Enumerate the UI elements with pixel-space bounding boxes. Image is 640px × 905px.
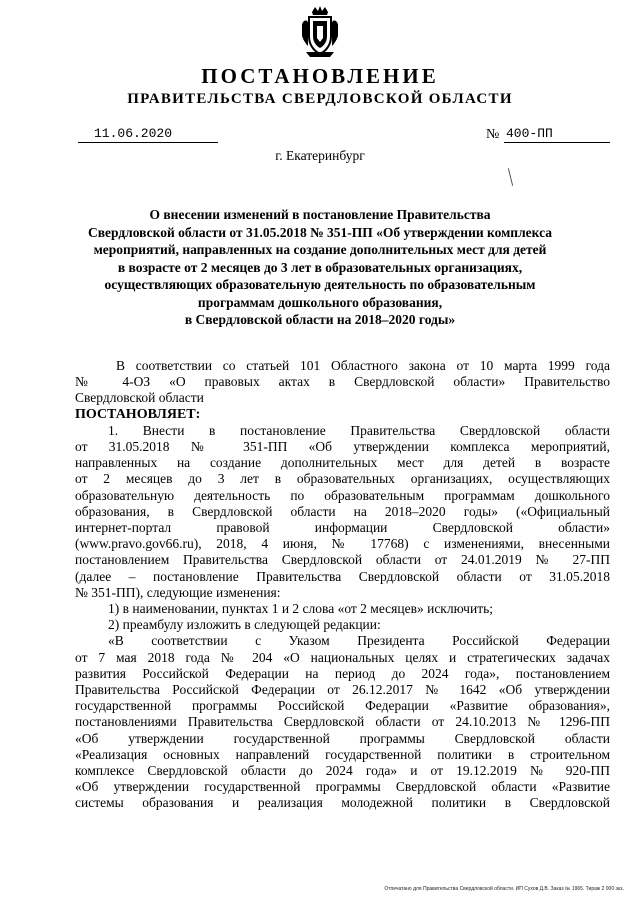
body-line: (далее – постановление Правительства Свердловской области от 31.05.2018 [75,568,610,584]
scan-mark [508,168,513,186]
body-line: 2) преамбулу изложить в следующей редакции: [108,617,381,633]
coat-of-arms-icon [300,6,340,58]
body-line: «Об утверждении государственной программы Свердловской области «Развитие [75,779,610,795]
heading-line: мероприятий, направленных на создание дополнительных мест для детей [93,242,547,257]
body-line: постановлением Правительства Свердловской области от 24.01.2019 № 27-ПП [75,552,610,568]
document-heading [60,206,580,329]
document-number-label: № [486,127,500,142]
document-body [75,358,610,812]
body-line: от 7 мая 2018 года № 204 «О национальных целях и стратегических задачах [75,649,610,665]
body-line: Правительства Российской Федерации от 26.12.2017 № 1642 «Об утверждении [75,682,610,698]
heading-line: О внесении изменений в постановление Правительства [149,207,491,222]
document-date: 11.06.2020 [78,126,218,143]
body-line: 1) в наименовании, пунктах 1 и 2 слова «от 2 месяцев» исключить; [108,601,494,617]
body-line: постановлениями Правительства Свердловской области от 24.10.2013 № 1296-ПП [75,714,610,730]
body-line: образовательную деятельность по образовательным программам дошкольного [75,487,610,503]
body-line: образования, в Свердловской области на 2018–2020 годы» («Официальный [75,503,610,519]
body-line: направленных на создание дополнительных мест для детей в возрасте [75,455,610,471]
heading-line: в возрасте от 2 месяцев до 3 лет в образовательных организациях, [117,259,523,275]
document-number: 400-ПП [504,126,610,143]
body-line: интернет-портал правовой информации Свердловской области» [75,520,610,536]
body-line: Свердловской области [75,390,204,406]
body-line: 1. Внести в постановление Правительства Свердловской области [108,422,610,438]
body-line: «Об утверждении государственной программы Свердловской области [75,730,610,746]
body-line: «Реализация основных направлений государственной политики в строительном [75,746,610,762]
document-city: г. Екатеринбург [275,148,365,163]
document-subtitle: ПРАВИТЕЛЬСТВА СВЕРДЛОВСКОЙ ОБЛАСТИ [127,91,513,107]
heading-line: Свердловской области от 31.05.2018 № 351-ПП «Об утверждении комплекса [87,224,552,240]
body-line: комплексе Свердловской области до 2024 года» и от 19.12.2019 № 920-ПП [75,763,610,779]
body-line: от 2 месяцев до 3 лет в образовательных организациях, осуществляющих [75,471,610,487]
body-line: системы образования и реализация молодежной политики в Свердловской [75,795,610,811]
body-line: развития Российской Федерации на период до 2024 года», постановлением [75,665,610,681]
body-line: (www.pravo.gov66.ru), 2018, 4 июня, № 17768) с изменениями, внесенными [75,536,610,552]
body-line: № 351-ПП), следующие изменения: [75,584,281,600]
heading-line: осуществляющих образовательную деятельность по образовательным [104,277,536,292]
heading-line: программам дошкольного образования, [197,294,443,310]
body-line: В соответствии со статьей 101 Областного закона от 10 марта 1999 года [116,358,610,373]
document-title: ПОСТАНОВЛЕНИЕ [201,64,439,88]
print-imprint: Отпечатано для Правительства Свердловской области. ИП Сухов Д.В. Заказ № 1965. Тираж 2 000 экз. [384,886,624,892]
heading-line: в Свердловской области на 2018–2020 годы» [184,312,456,327]
body-line: государственной программы Российской Федерации «Развитие образования», [75,698,610,714]
body-line: «В соответствии с Указом Президента Российской Федерации [108,633,610,649]
body-line: ПОСТАНОВЛЯЕТ: [75,406,201,422]
body-line: № 4-ОЗ «О правовых актах в Свердловской области» Правительство [75,374,610,390]
body-line: от 31.05.2018 № 351-ПП «Об утверждении комплекса мероприятий, [75,439,610,455]
